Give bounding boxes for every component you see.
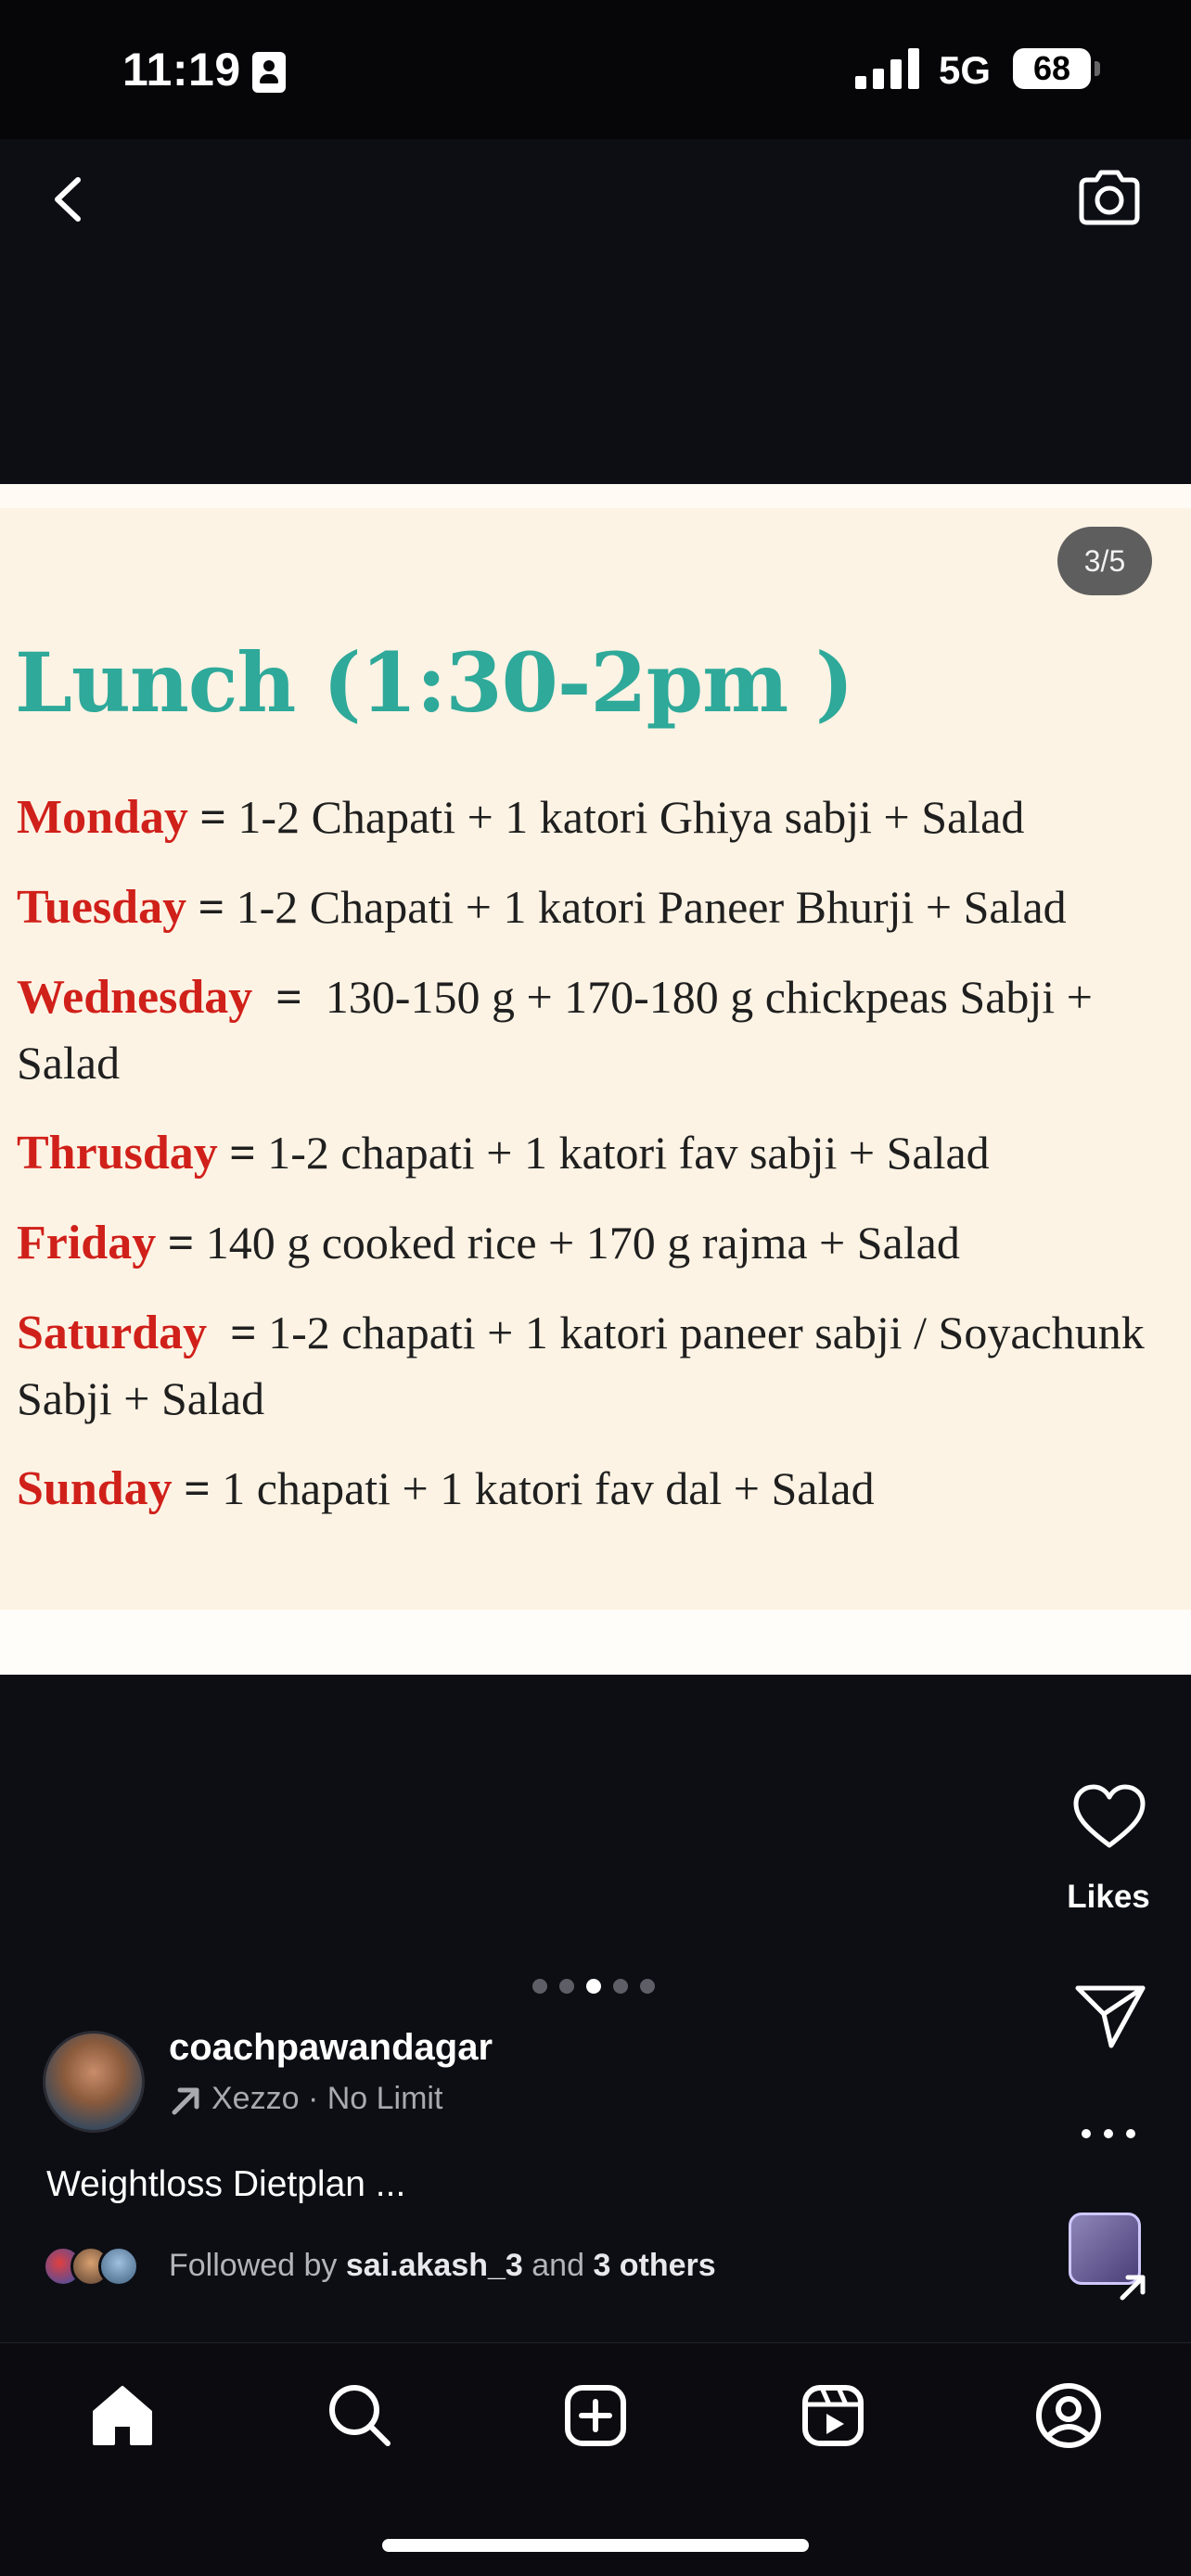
day-label: Sunday xyxy=(17,1462,173,1515)
camera-icon xyxy=(1072,161,1146,236)
camera-button[interactable] xyxy=(1072,161,1146,236)
meal-text: 1-2 chapati + 1 katori fav sabji + Salad xyxy=(267,1127,990,1179)
share-button[interactable] xyxy=(1070,1981,1148,2051)
day-label: Saturday xyxy=(17,1307,208,1359)
author-row xyxy=(43,2027,970,2138)
day-label: Monday xyxy=(17,791,188,844)
meal-row-thursday: Thrusday = 1-2 chapati + 1 katori fav sabji + Salad xyxy=(17,1127,990,1180)
network-label: 5G xyxy=(939,48,992,92)
meal-text: 140 g cooked rice + 170 g rajma + Salad xyxy=(205,1217,960,1269)
followed-by-row[interactable] xyxy=(43,2244,970,2290)
post-caption[interactable]: Weightloss Dietplan ... xyxy=(46,2164,406,2204)
back-button[interactable] xyxy=(37,167,102,232)
reels-icon xyxy=(796,2378,870,2453)
battery-icon: 68 xyxy=(1013,48,1091,89)
more-options-button[interactable] xyxy=(1076,2120,1141,2148)
meal-row-friday: Friday = 140 g cooked rice + 170 g rajma + Salad xyxy=(17,1217,960,1269)
post-title: Lunch (1:30-2pm ) xyxy=(15,634,853,731)
meal-row-saturday: Saturday = 1-2 chapati + 1 katori paneer sabji / Soyachunk Sabji + Salad xyxy=(17,1307,1145,1424)
carousel-dot-active xyxy=(586,1979,601,1994)
heart-icon xyxy=(1070,1782,1148,1853)
audio-label[interactable]: Xezzo · No Limit xyxy=(211,2081,443,2116)
post-image[interactable] xyxy=(0,484,1191,1675)
meal-text: 1 chapati + 1 katori fav dal + Salad xyxy=(222,1462,875,1514)
meal-text: 1-2 chapati + 1 katori paneer sabji / Soyachunk Sabji + Salad xyxy=(17,1307,1145,1424)
chevron-left-icon xyxy=(37,167,102,232)
meal-row-sunday: Sunday = 1 chapati + 1 katori fav dal + Salad xyxy=(17,1462,875,1515)
like-button[interactable] xyxy=(1070,1782,1148,1853)
search-icon xyxy=(323,2378,397,2453)
tab-search[interactable] xyxy=(323,2378,397,2453)
meal-row-wednesday: Wednesday = 130-150 g + 170-180 g chickpeas Sabji + Salad xyxy=(17,971,1093,1089)
tab-create[interactable] xyxy=(558,2378,633,2453)
signal-strength-icon xyxy=(855,48,920,89)
contact-card-icon xyxy=(252,52,286,93)
meal-text: 130-150 g + 170-180 g chickpeas Sabji + Salad xyxy=(17,971,1093,1089)
top-nav xyxy=(0,139,1191,484)
arrow-up-right-icon xyxy=(169,2083,204,2118)
carousel-dot xyxy=(559,1979,574,1994)
status-bar xyxy=(0,0,1191,139)
day-label: Wednesday xyxy=(17,971,253,1024)
tab-reels[interactable] xyxy=(796,2378,870,2453)
battery-tip xyxy=(1095,61,1100,76)
author-avatar[interactable] xyxy=(43,2031,145,2133)
follower-avatar xyxy=(98,2246,139,2287)
status-time: 11:19 xyxy=(122,44,241,96)
meal-list xyxy=(17,784,1176,1546)
day-label: Tuesday xyxy=(17,881,187,934)
carousel-dot xyxy=(532,1979,547,1994)
home-indicator[interactable] xyxy=(382,2539,809,2552)
day-label: Friday xyxy=(17,1217,157,1269)
carousel-indicator xyxy=(532,1979,667,1996)
create-icon xyxy=(558,2378,633,2453)
followed-by-text: Followed by sai.akash_3 and 3 others xyxy=(169,2248,716,2283)
tab-home[interactable] xyxy=(85,2378,160,2453)
day-label: Thrusday xyxy=(17,1127,218,1180)
paper-plane-icon xyxy=(1070,1981,1148,2051)
home-icon xyxy=(85,2378,160,2453)
meal-text: 1-2 Chapati + 1 katori Ghiya sabji + Salad xyxy=(237,791,1025,843)
meal-row-monday: Monday = 1-2 Chapati + 1 katori Ghiya sabji + Salad xyxy=(17,791,1025,844)
arrow-up-right-icon xyxy=(1113,2266,1154,2307)
profile-icon xyxy=(1031,2378,1106,2453)
carousel-dot xyxy=(613,1979,628,1994)
author-username[interactable]: coachpawandagar xyxy=(169,2027,493,2068)
carousel-dot xyxy=(640,1979,655,1994)
likes-label[interactable]: Likes xyxy=(1067,1879,1150,1915)
tab-profile[interactable] xyxy=(1031,2378,1106,2453)
meal-row-tuesday: Tuesday = 1-2 Chapati + 1 katori Paneer Bhurji + Salad xyxy=(17,881,1067,934)
meal-text: 1-2 Chapati + 1 katori Paneer Bhurji + Salad xyxy=(236,881,1067,933)
page-counter: 3/5 xyxy=(1057,527,1152,595)
